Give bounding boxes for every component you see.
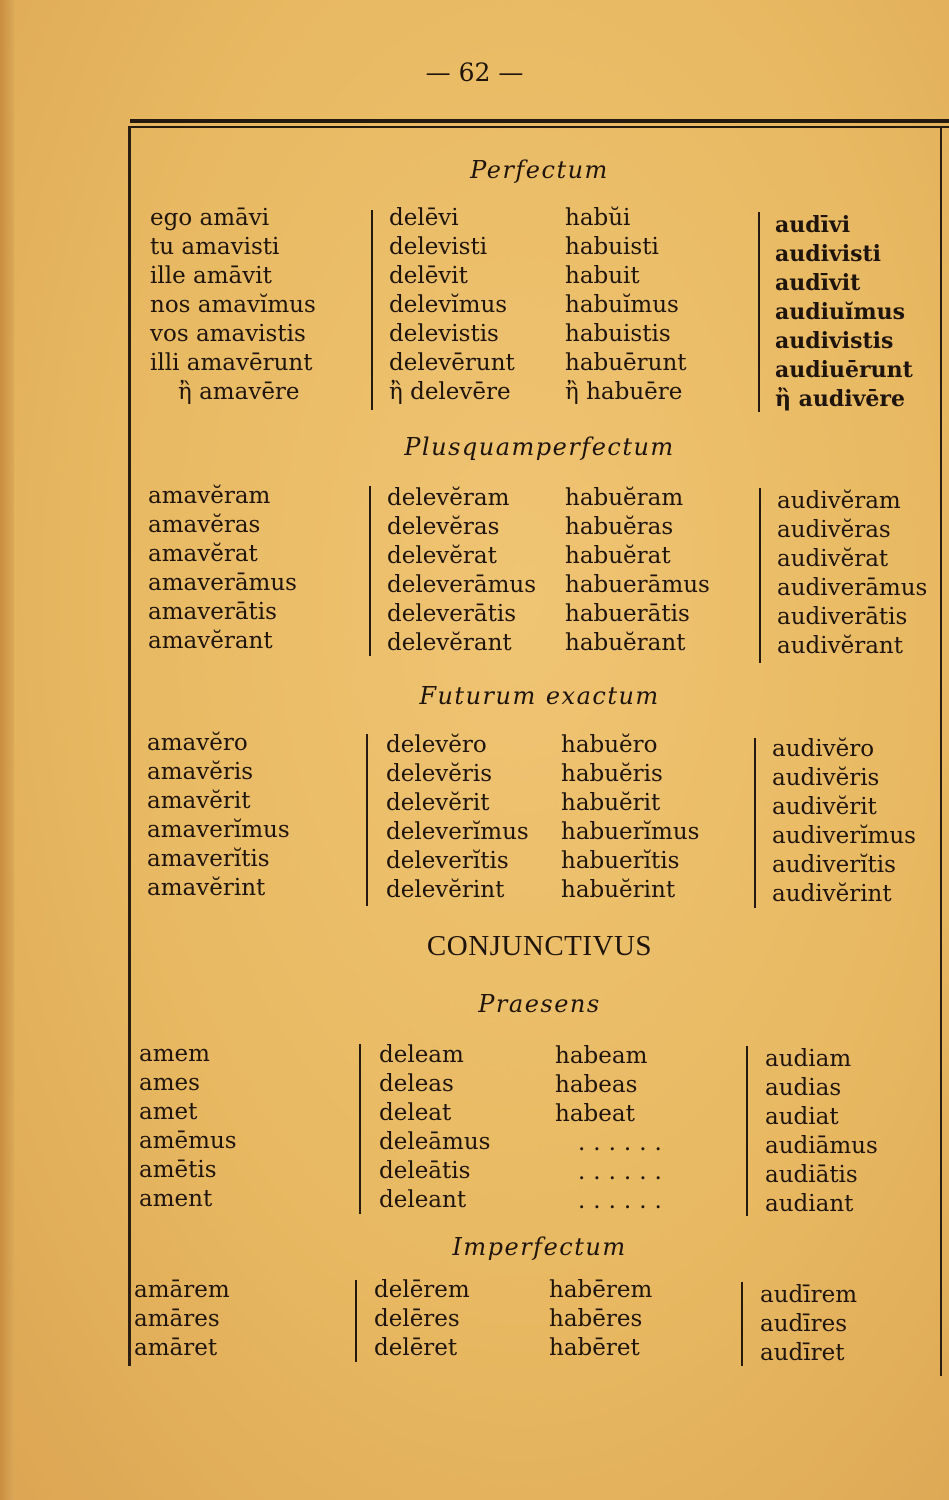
form: vos amavistis (150, 321, 306, 347)
form: amavĕrint (147, 875, 266, 901)
column-4-perfectum (775, 211, 913, 414)
form: audiam (765, 1046, 852, 1072)
form: habuĭmus (565, 292, 679, 318)
form: delevĕras (387, 514, 500, 540)
section-heading-plusquamperfectum: Plusquamperfectum (404, 433, 675, 461)
form: deleas (379, 1071, 454, 1097)
column-separator (369, 486, 371, 656)
form: tu amavisti (150, 234, 280, 260)
column-2-imperfectum (374, 1276, 470, 1363)
form: ἢ delevēre (389, 379, 511, 405)
form: audivĕrit (772, 794, 877, 820)
form: audiuĭmus (775, 299, 906, 325)
form: audīvi (775, 212, 851, 238)
form: delevisti (389, 234, 488, 260)
form: amem (139, 1041, 210, 1067)
form: amāret (134, 1335, 218, 1361)
form: amētis (139, 1157, 217, 1183)
column-1-praesens (139, 1040, 237, 1214)
column-1-imperfectum (134, 1276, 230, 1363)
form: habuit (565, 263, 640, 289)
form: audiant (765, 1191, 854, 1217)
form: illi amavērunt (150, 350, 313, 376)
form: delēres (374, 1306, 460, 1332)
form: delevĕrant (387, 630, 512, 656)
form: audiātis (765, 1162, 858, 1188)
form: delevĕro (386, 732, 487, 758)
form: delevĕrint (386, 877, 505, 903)
column-4-praesens (765, 1045, 878, 1219)
form: audivĕris (772, 765, 880, 791)
form: delērem (374, 1277, 470, 1303)
form: audiverĭmus (772, 823, 916, 849)
form: amavĕrant (148, 628, 273, 654)
form: audiuērunt (775, 357, 913, 383)
column-3-futurum-exactum (561, 731, 699, 905)
form: amet (139, 1099, 198, 1125)
form: audivĕro (772, 736, 875, 762)
page-edge (0, 0, 14, 1500)
form: delevistis (389, 321, 499, 347)
form: deleam (379, 1042, 464, 1068)
section-heading-imperfectum: Imperfectum (452, 1233, 627, 1261)
form: deleant (379, 1187, 467, 1213)
section-heading-futurum-exactum: Futurum exactum (419, 682, 660, 710)
right-margin-rule (940, 126, 942, 1376)
form: habeat (555, 1101, 635, 1127)
column-separator (366, 734, 368, 906)
form: habēret (549, 1335, 640, 1361)
form: audias (765, 1075, 842, 1101)
form: ἢ habuēre (565, 379, 683, 405)
form: amavĕris (147, 759, 253, 785)
column-2-perfectum (389, 204, 515, 407)
form: ames (139, 1070, 200, 1096)
form: amārem (134, 1277, 230, 1303)
form: habeas (555, 1072, 638, 1098)
form: amaverĭtis (147, 846, 270, 872)
form: delevērunt (389, 350, 515, 376)
form: audivĕras (777, 517, 891, 543)
form: ille amāvit (150, 263, 272, 289)
form: habuĕras (565, 514, 674, 540)
form: ἢ audivēre (775, 386, 906, 412)
header-rule-thin (130, 126, 949, 128)
mood-heading: CONJUNCTIVUS (426, 930, 653, 962)
form: habuērunt (565, 350, 687, 376)
form: amavĕram (148, 483, 271, 509)
form: habērem (549, 1277, 653, 1303)
column-1-plusquamperfectum (148, 482, 297, 656)
form: habuĕro (561, 732, 658, 758)
form: amaverāmus (148, 570, 297, 596)
form: ἢ amavēre (178, 379, 300, 405)
form: audiāmus (765, 1133, 878, 1159)
column-4-imperfectum (760, 1281, 857, 1368)
column-separator (746, 1046, 748, 1216)
form: delēvit (389, 263, 468, 289)
column-separator (758, 212, 760, 412)
form: delevĕris (386, 761, 493, 787)
form: amavĕrit (147, 788, 251, 814)
form: deleverāmus (387, 572, 537, 598)
column-separator (359, 1044, 361, 1214)
form: habuerĭtis (561, 848, 680, 874)
column-1-perfectum (150, 204, 316, 407)
form: ego amāvi (150, 205, 270, 231)
form: amavĕras (148, 512, 261, 538)
form: habeam (555, 1043, 648, 1069)
column-2-praesens (379, 1041, 490, 1215)
form: deleverĭmus (386, 819, 529, 845)
omitted-form-dots: ...... (578, 1130, 670, 1156)
column-separator (759, 488, 761, 663)
form: ament (139, 1186, 213, 1212)
form: habuĕrint (561, 877, 676, 903)
form: deleverĭtis (386, 848, 509, 874)
form: audivĕrat (777, 546, 889, 572)
form: audīrem (760, 1282, 858, 1308)
form: amaverĭmus (147, 817, 290, 843)
form: habuĕrat (565, 543, 671, 569)
form: deleat (379, 1100, 452, 1126)
header-rule (130, 119, 949, 123)
form: delevĕrat (387, 543, 497, 569)
form: delevĕrit (386, 790, 490, 816)
column-1-futurum-exactum (147, 729, 290, 903)
form: audivistis (775, 328, 894, 354)
form: habuisti (565, 234, 659, 260)
column-2-plusquamperfectum (387, 484, 536, 658)
form: delevĭmus (389, 292, 508, 318)
form: amāres (134, 1306, 220, 1332)
page-number: — 62 — (425, 58, 524, 87)
form: habuĕrant (565, 630, 686, 656)
form: audivĕrint (772, 881, 892, 907)
form: habēres (549, 1306, 643, 1332)
form: audivĕram (777, 488, 901, 514)
form: audīvit (775, 270, 861, 296)
form: delēret (374, 1335, 458, 1361)
form: audivĕrant (777, 633, 903, 659)
form: nos amavĭmus (150, 292, 316, 318)
column-3-imperfectum (549, 1276, 652, 1363)
section-heading-praesens: Praesens (478, 990, 601, 1018)
form: delevĕram (387, 485, 510, 511)
omitted-form-dots: ...... (578, 1188, 670, 1214)
column-3-perfectum (565, 204, 687, 407)
form: deleverātis (387, 601, 517, 627)
form: audiat (765, 1104, 839, 1130)
column-4-plusquamperfectum (777, 487, 927, 661)
column-separator (741, 1282, 743, 1366)
form: deleātis (379, 1158, 471, 1184)
omitted-form-dots: ...... (578, 1159, 670, 1185)
form: habuĕram (565, 485, 684, 511)
form: amēmus (139, 1128, 237, 1154)
form: amavĕro (147, 730, 248, 756)
column-separator (754, 738, 756, 908)
column-separator (371, 210, 373, 410)
column-3-plusquamperfectum (565, 484, 710, 658)
column-3-praesens (555, 1042, 670, 1216)
form: habuerĭmus (561, 819, 700, 845)
column-4-futurum-exactum (772, 735, 916, 909)
form: audivisti (775, 241, 882, 267)
form: audiverātis (777, 604, 908, 630)
form: audiverĭtis (772, 852, 896, 878)
form: amaverātis (148, 599, 277, 625)
form: delēvi (389, 205, 459, 231)
form: habuerāmus (565, 572, 710, 598)
form: amavĕrat (148, 541, 258, 567)
form: audīret (760, 1340, 845, 1366)
form: habuĕrit (561, 790, 661, 816)
form: deleāmus (379, 1129, 491, 1155)
column-2-futurum-exactum (386, 731, 529, 905)
section-heading-perfectum: Perfectum (470, 156, 609, 184)
form: audīres (760, 1311, 848, 1337)
left-margin-rule (128, 126, 131, 1366)
form: habuistis (565, 321, 671, 347)
form: habuĕris (561, 761, 663, 787)
form: habuerātis (565, 601, 690, 627)
column-separator (355, 1280, 357, 1362)
form: habŭi (565, 205, 631, 231)
form: audiverāmus (777, 575, 928, 601)
